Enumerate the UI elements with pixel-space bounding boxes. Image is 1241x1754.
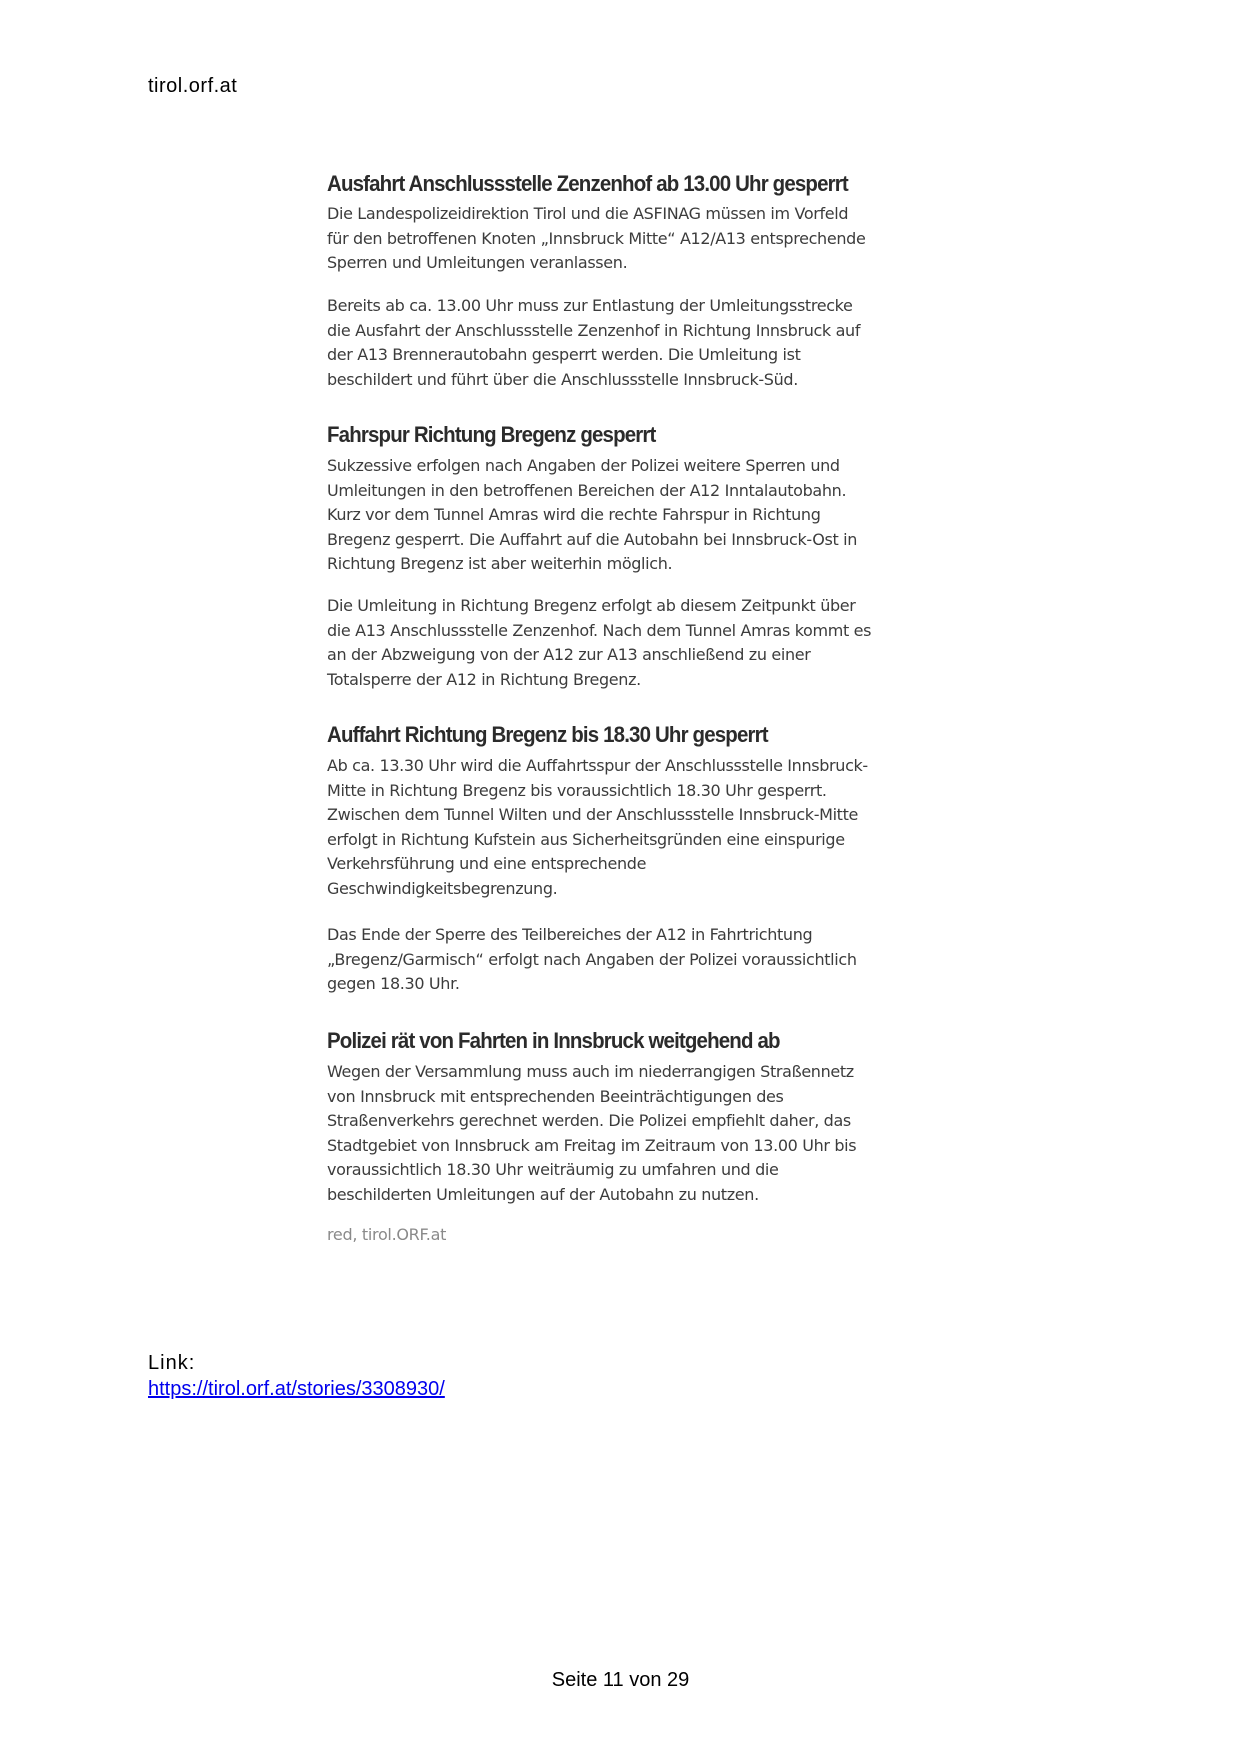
paragraph-line: Die Landespolizeidirektion Tirol und die ASFINAG müssen im Vorfeld — [327, 204, 849, 223]
section-heading: Fahrspur Richtung Bregenz gesperrt — [327, 422, 656, 447]
paragraph-line: Umleitungen in den betroffenen Bereichen der A12 Inntalautobahn. — [327, 480, 847, 500]
paragraph-line: Mitte in Richtung Bregenz bis voraussichtlich 18.30 Uhr gesperrt. — [327, 780, 827, 800]
paragraph-line: Kurz vor dem Tunnel Amras wird die rechte Fahrspur in Richtung — [327, 505, 821, 525]
paragraph — [327, 454, 927, 577]
paragraph-line: Richtung Bregenz ist aber weiterhin möglich. — [327, 554, 673, 574]
page-number: Seite 11 von 29 — [551, 1669, 690, 1691]
paragraph-line: die A13 Anschlussstelle Zenzenhof. Nach dem Tunnel Amras kommt es — [327, 620, 872, 640]
paragraph-line: Bereits ab ca. 13.00 Uhr muss zur Entlastung der Umleitungsstrecke — [327, 296, 853, 315]
section-heading: Auffahrt Richtung Bregenz bis 18.30 Uhr gesperrt — [327, 722, 768, 747]
source-credit: red, tirol.ORF.at — [327, 1225, 447, 1244]
paragraph — [327, 202, 927, 276]
paragraph-line: Geschwindigkeitsbegrenzung. — [327, 878, 558, 898]
paragraph-line: Stadtgebiet von Innsbruck am Freitag im Zeitraum von 13.00 Uhr bis — [327, 1135, 857, 1155]
paragraph — [327, 1060, 927, 1208]
paragraph — [327, 594, 927, 692]
paragraph-line: Totalsperre der A12 in Richtung Bregenz. — [327, 669, 641, 689]
paragraph-line: Ab ca. 13.30 Uhr wird die Auffahrtsspur der Anschlussstelle Innsbruck- — [327, 756, 868, 775]
paragraph-line: erfolgt in Richtung Kufstein aus Sicherheitsgründen eine einspurige — [327, 829, 845, 849]
site-header: tirol.orf.at — [148, 75, 238, 97]
paragraph-line: an der Abzweigung von der A12 zur A13 anschließend zu einer — [327, 645, 811, 665]
paragraph-line: der A13 Brennerautobahn gesperrt werden. Die Umleitung ist — [327, 345, 801, 365]
section-heading: Polizei rät von Fahrten in Innsbruck weitgehend ab — [327, 1028, 780, 1053]
paragraph-line: gegen 18.30 Uhr. — [327, 974, 460, 994]
paragraph-line: „Bregenz/Garmisch“ erfolgt nach Angaben der Polizei voraussichtlich — [327, 949, 857, 969]
paragraph-line: Die Umleitung in Richtung Bregenz erfolgt ab diesem Zeitpunkt über — [327, 596, 856, 615]
paragraph-line: beschilderten Umleitungen auf der Autobahn zu nutzen. — [327, 1184, 759, 1204]
paragraph — [327, 754, 927, 902]
paragraph-line: voraussichtlich 18.30 Uhr weiträumig zu umfahren und die — [327, 1160, 779, 1180]
paragraph-line: Verkehrsführung und eine entsprechende — [327, 854, 647, 874]
section-heading: Ausfahrt Anschlussstelle Zenzenhof ab 13.00 Uhr gesperrt — [327, 171, 848, 196]
paragraph-line: Wegen der Versammlung muss auch im niederrangigen Straßennetz — [327, 1062, 854, 1081]
paragraph-line: Zwischen dem Tunnel Wilten und der Anschlussstelle Innsbruck-Mitte — [327, 805, 859, 825]
paragraph-line: von Innsbruck mit entsprechenden Beeinträchtigungen des — [327, 1086, 784, 1106]
paragraph-line: Bregenz gesperrt. Die Auffahrt auf die Autobahn bei Innsbruck-Ost in — [327, 529, 858, 549]
paragraph-line: Das Ende der Sperre des Teilbereiches der A12 in Fahrtrichtung — [327, 925, 813, 944]
paragraph-line: Straßenverkehrs gerechnet werden. Die Polizei empfiehlt daher, das — [327, 1111, 851, 1131]
article-link[interactable]: https://tirol.orf.at/stories/3308930/ — [148, 1378, 445, 1400]
paragraph-line: die Ausfahrt der Anschlussstelle Zenzenhof in Richtung Innsbruck auf — [327, 320, 861, 340]
paragraph-line: beschildert und führt über die Anschlussstelle Innsbruck-Süd. — [327, 369, 798, 389]
paragraph-line: Sukzessive erfolgen nach Angaben der Polizei weitere Sperren und — [327, 456, 840, 475]
paragraph-line: für den betroffenen Knoten „Innsbruck Mitte“ A12/A13 entsprechende — [327, 228, 866, 248]
paragraph — [327, 294, 927, 392]
link-label: Link: — [148, 1352, 196, 1374]
paragraph — [327, 923, 927, 997]
paragraph-line: Sperren und Umleitungen veranlassen. — [327, 253, 628, 273]
